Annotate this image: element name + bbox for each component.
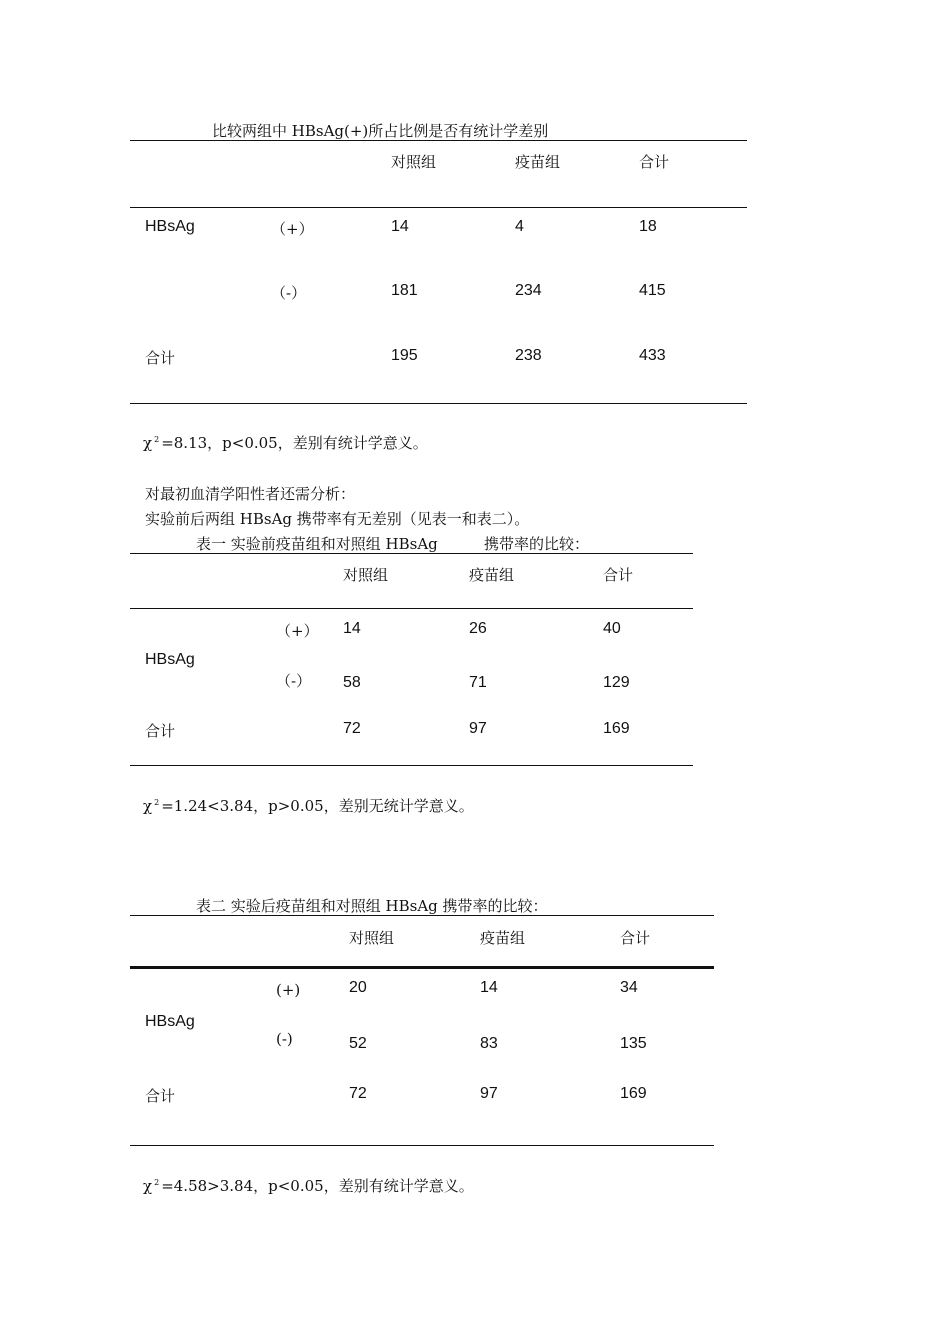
table0-total-cell: 433 [639,347,666,364]
table2-cell: 14 [480,979,498,996]
chi-superscript: 2 [154,798,160,807]
table1-total-cell: 169 [603,720,630,737]
table1-cell: 71 [469,674,487,691]
chi-superscript: 2 [154,1178,160,1187]
chi-symbol: χ [143,434,153,452]
table2-row-label: HBsAg [145,1013,195,1030]
table1-header-total: 合计 [603,566,634,584]
table0-cell: 14 [391,218,409,235]
table0-result [143,432,428,453]
table2-header-total: 合计 [620,929,651,947]
table0-cell: 181 [391,282,418,299]
table0-total-label: 合计 [145,349,176,367]
chi-superscript: 2 [154,435,160,444]
table0-cell: 4 [515,218,524,235]
table2-header-vaccine: 疫苗组 [480,929,526,947]
table2-result [143,1175,474,1196]
table1-bottom-rule [130,765,693,766]
table1-header-vaccine: 疫苗组 [469,566,515,584]
table1-cell: 58 [343,674,361,691]
chi-symbol: χ [143,1177,153,1195]
table2-sign-negative: (-) [276,1030,293,1048]
result-text: =1.24<3.84，p>0.05，差别无统计学意义。 [161,797,474,815]
table1-top-rule [130,553,693,554]
table2-top-rule [130,915,714,916]
table0-sign-positive: （+） [271,220,314,238]
table2-cell: 83 [480,1035,498,1052]
table0-total-cell: 238 [515,347,542,364]
table2-total-label: 合计 [145,1087,176,1105]
table0-sign-negative: （-） [271,284,307,302]
table1-caption: 表一 实验前疫苗组和对照组 HBsAg [196,535,438,553]
table2-bottom-rule [130,1145,714,1146]
result-text: =8.13，p<0.05，差别有统计学意义。 [161,434,428,452]
table0-row-label: HBsAg [145,218,195,235]
table1-sign-positive: （+） [276,622,319,640]
table2-total-cell: 97 [480,1085,498,1102]
table0-header-total: 合计 [639,153,670,171]
table0-header-control: 对照组 [391,153,437,171]
analysis-line2: 实验前后两组 HBsAg 携带率有无差别（见表一和表二）。 [145,510,530,528]
result-text: =4.58>3.84，p<0.05，差别有统计学意义。 [161,1177,474,1195]
table0-bottom-rule [130,403,747,404]
table0-header-rule [130,207,747,208]
table1-cell: 129 [603,674,630,691]
table2-cell: 34 [620,979,638,996]
table0-header-vaccine: 疫苗组 [515,153,561,171]
table1-total-cell: 97 [469,720,487,737]
table1-header-rule [130,608,693,609]
table1-result [143,795,474,816]
table2-sign-positive: (+) [276,981,301,999]
table1-cell: 14 [343,620,361,637]
table2-caption: 表二 实验后疫苗组和对照组 HBsAg 携带率的比较： [196,897,548,915]
table2-cell: 135 [620,1035,647,1052]
table0-cell: 415 [639,282,666,299]
table1-total-cell: 72 [343,720,361,737]
table1-sign-negative: （-） [276,672,312,690]
analysis-line1: 对最初血清学阳性者还需分析： [145,485,356,503]
table1-total-label: 合计 [145,722,176,740]
table1-header-control: 对照组 [343,566,389,584]
table0-cell: 234 [515,282,542,299]
table2-total-cell: 169 [620,1085,647,1102]
table2-total-cell: 72 [349,1085,367,1102]
table2-header-control: 对照组 [349,929,395,947]
table1-row-label: HBsAg [145,651,195,668]
table0-top-rule [130,140,747,141]
table2-cell: 20 [349,979,367,996]
table2-header-rule [130,966,714,969]
table2-cell: 52 [349,1035,367,1052]
table1-caption-tail: 携带率的比较： [484,535,590,553]
table1-cell: 40 [603,620,621,637]
table0-caption: 比较两组中 HBsAg(+)所占比例是否有统计学差别 [212,122,549,140]
table0-total-cell: 195 [391,347,418,364]
chi-symbol: χ [143,797,153,815]
table0-cell: 18 [639,218,657,235]
table1-cell: 26 [469,620,487,637]
